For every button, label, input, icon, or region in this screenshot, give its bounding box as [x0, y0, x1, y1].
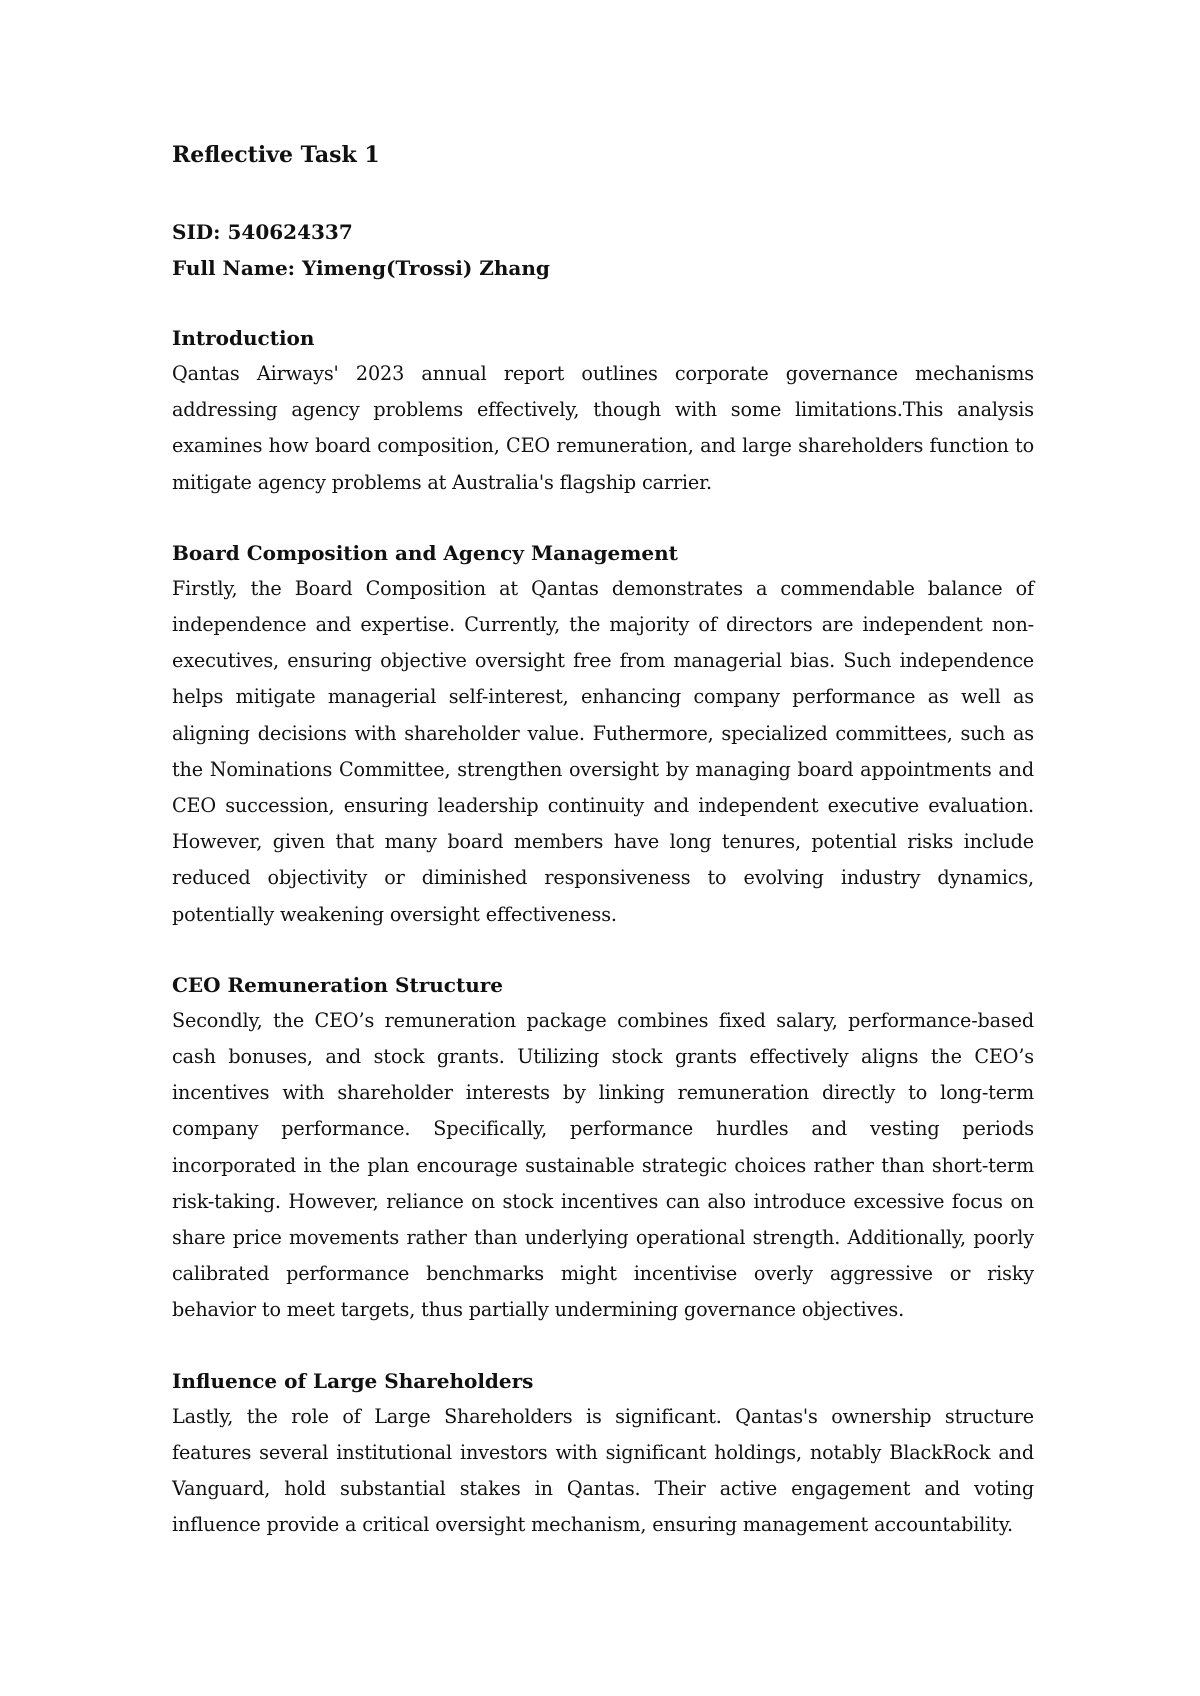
- section-introduction: [172, 320, 1034, 501]
- section-paragraph: Secondly, the CEO’s remuneration package combines fixed salary, performance-based cash bonuses, and stock grants. Utilizing stock grants effectively aligns the CEO’s incentives with shareholder interests by linking remuneration directly to long-term company performance. Specifically, performance hurdles and vesting periods incorporated in the plan encourage sustainable strategic choices rather than short-term risk-taking. However, reliance on stock incentives can also introduce excessive focus on share price movements rather than underlying operational strength. Additionally, poorly calibrated performance benchmarks might incentivise overly aggressive or risky behavior to meet targets, thus partially undermining governance objectives.: [172, 1008, 1034, 1322]
- section-large-shareholders: [172, 1363, 1034, 1544]
- student-name: Full Name: Yimeng(Trossi) Zhang: [172, 256, 550, 280]
- document-content: [172, 140, 1034, 1577]
- page-title: Reflective Task 1: [172, 142, 380, 168]
- section-heading: Introduction: [172, 326, 315, 350]
- section-paragraph: Firstly, the Board Composition at Qantas demonstrates a commendable balance of independence and expertise. Currently, the majority of directors are independent non-executives, ensuring objective oversight free from managerial bias. Such independence helps mitigate managerial self-interest, enhancing company performance as well as aligning decisions with shareholder value. Futhermore, specialized committees, such as the Nominations Committee, strengthen oversight by managing board appointments and CEO succession, ensuring leadership continuity and independent executive evaluation. However, given that many board members have long tenures, potential risks include reduced objectivity or diminished responsiveness to evolving industry dynamics, potentially weakening oversight effectiveness.: [172, 576, 1034, 926]
- student-info: [172, 214, 1034, 286]
- section-ceo-remuneration: [172, 967, 1034, 1329]
- section-paragraph: Qantas Airways' 2023 annual report outlines corporate governance mechanisms addressing agency problems effectively, though with some limitations.This analysis examines how board composition, CEO remuneration, and large shareholders function to mitigate agency problems at Australia's flagship carrier.: [172, 362, 1034, 494]
- section-heading: Board Composition and Agency Management: [172, 540, 678, 565]
- student-id: SID: 540624337: [172, 220, 353, 244]
- section-board-composition: [172, 535, 1034, 933]
- section-heading: Influence of Large Shareholders: [172, 1368, 534, 1393]
- section-paragraph: Lastly, the role of Large Shareholders is significant. Qantas's ownership structure features several institutional investors with significant holdings, notably BlackRock and Vanguard, hold substantial stakes in Qantas. Their active engagement and voting influence provide a critical oversight mechanism, ensuring management accountability.: [172, 1404, 1034, 1537]
- section-heading: CEO Remuneration Structure: [172, 972, 504, 997]
